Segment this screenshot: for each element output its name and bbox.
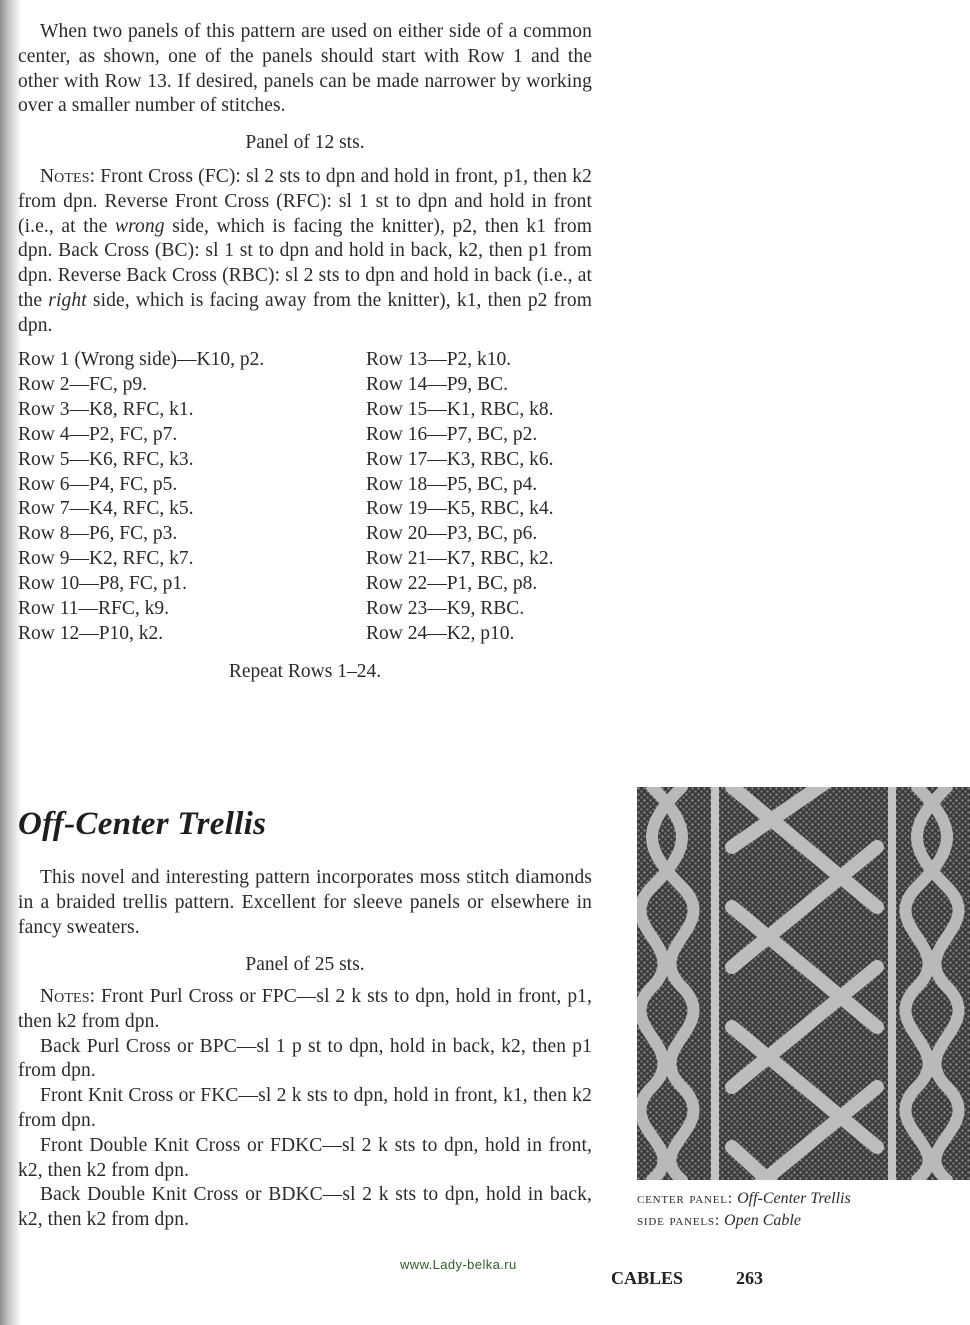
row-instruction: Row 21—K7, RBC, k2. xyxy=(366,548,554,570)
page-number: 263 xyxy=(736,1268,763,1288)
notes-label: Notes: xyxy=(40,166,96,187)
row-instruction: Row 3—K8, RFC, k1. xyxy=(18,398,194,420)
panel-size-25: Panel of 25 sts. xyxy=(245,954,365,975)
row-instruction: Row 10—P8, FC, p1. xyxy=(18,573,188,595)
caption-side-panels: side panels: Open Cable xyxy=(637,1212,801,1229)
note-fpc: Notes: Front Purl Cross or FPC—sl 2 k sts to dpn, hold in front, p1, then k2 from dpn. xyxy=(18,986,592,1032)
notes-paragraph: Notes: Front Cross (FC): sl 2 sts to dpn and hold in front, p1, then k2 from dpn. Reverse Front Cross (RFC): sl 1 st to dpn and hold in front (i.e., at the wrong side, which is facing the knitter), p2, then k1 from dpn. Back Cross (BC): sl 1 st to dpn and hold in back, k2, then p1 from dpn. Reverse Back Cross (RBC): sl 2 sts to dpn and hold in back (i.e., at the right side, which is facing away from the knitter), k1, then p2 from dpn. xyxy=(18,166,592,336)
row-instruction: Row 7—K4, RFC, k5. xyxy=(18,498,194,520)
swatch-photo xyxy=(637,787,970,1180)
watermark-link[interactable]: www.Lady-belka.ru xyxy=(400,1257,517,1272)
running-footer-section: CABLES xyxy=(611,1268,684,1288)
row-instructions xyxy=(18,348,598,647)
row-instruction: Row 6—P4, FC, p5. xyxy=(18,473,178,495)
row-instruction: Row 17—K3, RBC, k6. xyxy=(366,448,554,470)
row-instruction: Row 18—P5, BC, p4. xyxy=(366,473,538,495)
repeat-rows: Repeat Rows 1–24. xyxy=(228,661,382,682)
notes-label: Notes: xyxy=(40,986,96,1007)
row-instruction: Row 12—P10, k2. xyxy=(18,622,164,644)
row-instruction: Row 16—P7, BC, p2. xyxy=(366,423,538,445)
row-instruction: Row 19—K5, RBC, k4. xyxy=(366,498,554,520)
row-instruction: Row 11—RFC, k9. xyxy=(18,598,169,620)
row-instruction: Row 14—P9, BC. xyxy=(366,373,508,395)
row-instruction: Row 24—K2, p10. xyxy=(366,622,515,644)
caption-center-panel: center panel: Off-Center Trellis xyxy=(637,1190,851,1207)
row-instruction: Row 22—P1, BC, p8. xyxy=(366,573,538,595)
note-bpc: Back Purl Cross or BPC—sl 1 p st to dpn, hold in back, k2, then p1 from dpn. xyxy=(18,1035,592,1082)
note-bdkc: Back Double Knit Cross or BDKC—sl 2 k sts to dpn, hold in back, k2, then k2 from dpn. xyxy=(18,1184,592,1231)
intro-paragraph: When two panels of this pattern are used on either side of a common center, as shown, one of the panels should start with Row 1 and the other with Row 13. If desired, panels can be made narrower by working over a smaller number of stitches. xyxy=(18,21,592,117)
rows-left-column xyxy=(18,348,366,647)
cable-pattern-illustration xyxy=(637,787,970,1180)
row-instruction: Row 23—K9, RBC. xyxy=(366,598,525,620)
section-intro: This novel and interesting pattern incorporates moss stitch diamonds in a braided trellis pattern. Excellent for sleeve panels or elsewhere in fancy sweaters. xyxy=(18,867,592,938)
row-instruction: Row 8—P6, FC, p3. xyxy=(18,523,178,545)
row-instruction: Row 5—K6, RFC, k3. xyxy=(18,448,194,470)
section-title: Off-Center Trellis xyxy=(18,806,267,842)
row-instruction: Row 4—P2, FC, p7. xyxy=(18,423,178,445)
panel-size-12: Panel of 12 sts. xyxy=(245,132,365,153)
row-instruction: Row 9—K2, RFC, k7. xyxy=(18,548,194,570)
row-instruction: Row 1 (Wrong side)—K10, p2. xyxy=(18,349,265,370)
row-instruction: Row 20—P3, BC, p6. xyxy=(366,523,538,545)
note-fkc: Front Knit Cross or FKC—sl 2 k sts to dpn, hold in front, k1, then k2 from dpn. xyxy=(18,1085,592,1131)
section-notes xyxy=(18,985,592,1233)
photo-caption xyxy=(637,1188,851,1232)
row-instruction: Row 2—FC, p9. xyxy=(18,373,147,395)
rows-right-column xyxy=(366,348,598,647)
note-fdkc: Front Double Knit Cross or FDKC—sl 2 k sts to dpn, hold in front, k2, then k2 from dpn. xyxy=(18,1134,592,1181)
row-instruction: Row 13—P2, k10. xyxy=(366,349,512,370)
row-instruction: Row 15—K1, RBC, k8. xyxy=(366,398,554,420)
